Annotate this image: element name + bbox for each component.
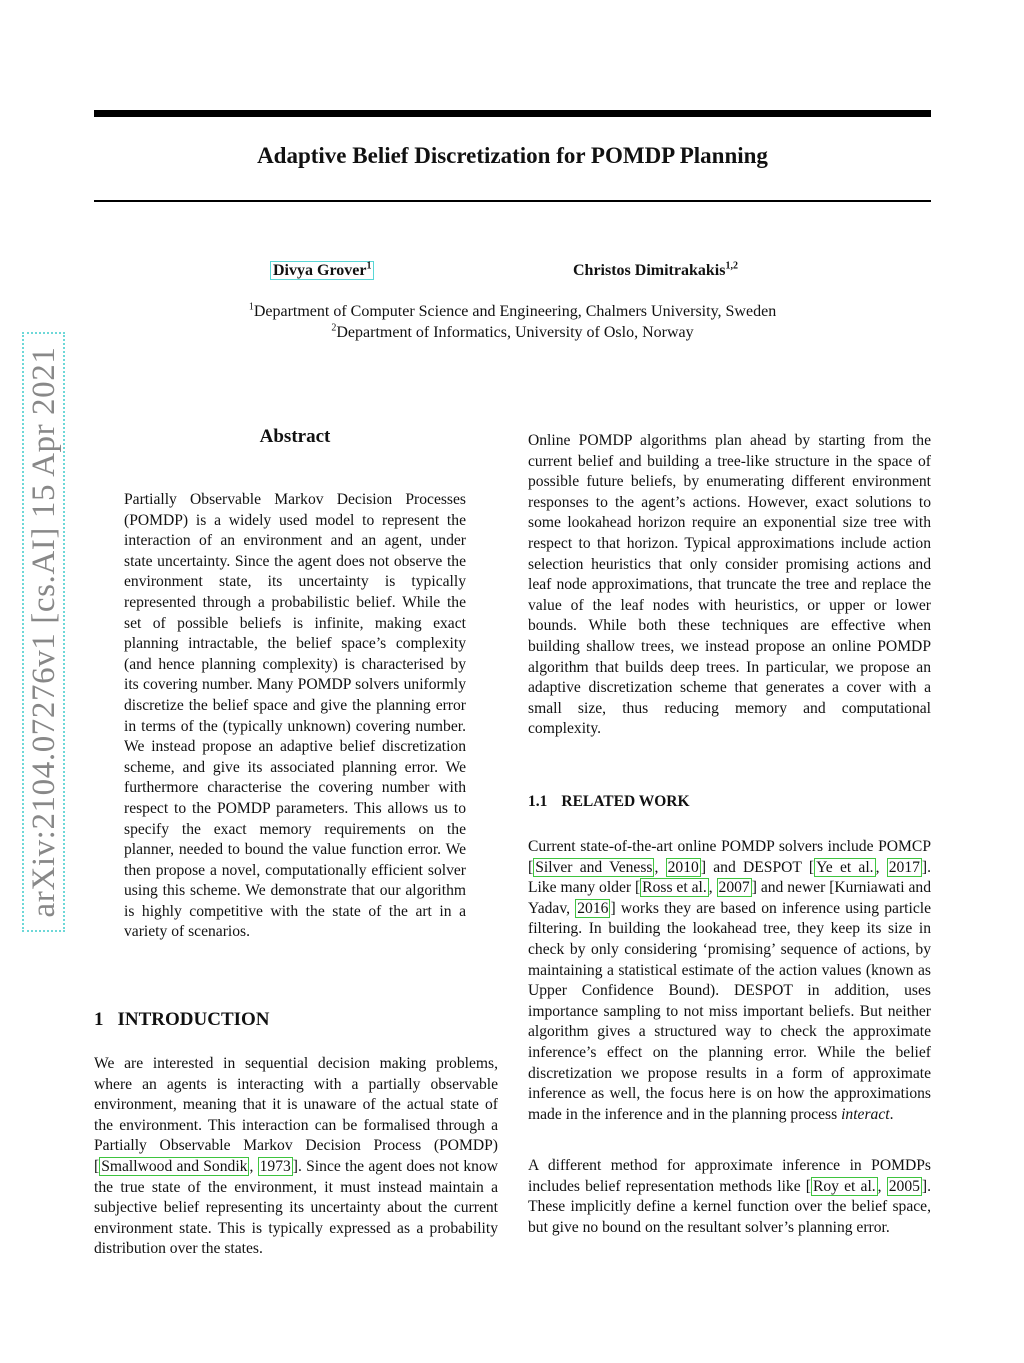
intro-text-2: ]. Since the agent does not know the true state of the environment, it must instead maintain a subjective belief representing its uncertainty about the current environment state. This is typically expressed as a probability distribution over the states. — [94, 1157, 499, 1258]
citation-year-link[interactable]: 2005 — [888, 1177, 920, 1195]
citation-year-link[interactable]: 2010 — [667, 858, 699, 876]
author-affil-mark: 1,2 — [725, 260, 738, 272]
citation-link[interactable]: Roy et al. — [812, 1177, 876, 1195]
affiliation-1 — [94, 303, 931, 321]
author-name: Christos Dimitrakakis — [573, 262, 726, 279]
citation-year-link[interactable]: 2017 — [888, 858, 920, 876]
related-text-1: Current state-of-the-art online POMDP solvers include POMCP [ — [528, 838, 931, 876]
related-text-2: ] and DESPOT [ — [700, 858, 815, 876]
affil-mark: 1 — [248, 301, 254, 313]
introduction-heading — [94, 1009, 270, 1031]
affil-text: Department of Computer Science and Engineering, Chalmers University, Sweden — [253, 303, 777, 320]
related-text-3: ]. Like many older [ — [528, 858, 932, 897]
abstract-heading: Abstract — [259, 426, 331, 447]
related-work-paragraph: Current state-of-the-art online POMDP solvers include POMCP [ Silver and Veness , 2010 ] and DESPOT [ Ye et al. , 2017 ]. Like many older [ Ross et al. , 2007 ] and newer [Kurniawati and Yadav, 2016 ] works they are based on inference using particle filtering. In building the lookahead tree, they keep its size in check by only considering ‘promising’ sequence of actions, by maintaining a statistical estimate of the action values (known as Upper Confidence Bound). DESPOT in addition, uses importance sampling to not miss important beliefs. But neither algorithm gives a structured way to check the approximate inference’s effect on the planning error. While the belief discretization we propose results in a form of approximate inference as well, the focus here is on how the approximations made in the inference and in the planning process interact. — [528, 838, 932, 1123]
related-work-heading — [528, 793, 690, 811]
author-link[interactable] — [270, 261, 374, 280]
emphasis-text: interact — [841, 1105, 890, 1123]
belief-representation-paragraph: A different method for approximate inference in POMDPs includes belief representation methods like [ Roy et al. , 2005 ]. These implicitly define a kernel function over the belief space, but give no bound on the resultant solver’s planning error. — [528, 1157, 932, 1236]
related-text-6: . — [889, 1105, 894, 1123]
author-name: Divya Grover — [273, 262, 367, 279]
subsection-number: 1.1 — [528, 793, 548, 810]
belief-text-1: A different method for approximate inference in POMDPs includes belief representation methods like [ — [528, 1157, 931, 1195]
citation-link[interactable]: Smallwood and Sondik — [101, 1157, 248, 1175]
related-text-5: ] works they are based on inference using particle filtering. In building the lookahead tree, they keep its size in check by only considering ‘promising’ sequence of actions, by maintaining a statistical estimate of the action values (known as Upper Confidence Bound). DESPOT in addition, uses importance sampling to not miss important beliefs. But neither algorithm gives a structured way to check the approximate inference’s effect on the planning error. While the belief discretization we propose results in a form of approximate inference as well, the focus here is on how the approximations made in the inference and in the planning process — [528, 899, 931, 1123]
affil-text: Department of Informatics, University of Oslo, Norway — [336, 324, 694, 341]
citation-link[interactable]: Ye et al. — [816, 858, 874, 876]
affil-mark: 2 — [331, 322, 337, 334]
citation-year-link[interactable]: 2016 — [577, 899, 609, 917]
related-text-4: ] and newer [Kurniawati and Yadav, — [528, 879, 931, 917]
citation-link[interactable]: Ross et al. — [642, 879, 707, 897]
paper-title: Adaptive Belief Discretization for POMDP Planning — [257, 143, 768, 168]
affiliation-2 — [94, 324, 931, 342]
author-christos-dimitrakakis — [573, 262, 738, 280]
subsection-title: RELATED WORK — [561, 793, 690, 810]
section-title: INTRODUCTION — [117, 1009, 270, 1030]
author-affil-mark: 1 — [366, 260, 372, 272]
author-divya-grover — [270, 262, 374, 280]
title-top-rule — [94, 110, 931, 117]
citation-year-link[interactable]: 1973 — [259, 1157, 291, 1175]
abstract-text: Partially Observable Markov Decision Processes (POMDP) is a widely used model to represent the interaction of an environment and an agent, under state uncertainty. Since the agent does not observe the environment state, its uncertainty is typically represented through a probabilistic belief. While the set of possible beliefs is infinite, making exact planning intractable, the belief space’s complexity (and hence planning complexity) is characterised by its covering number. Many POMDP solvers uniformly discretize the belief space and give the planning error in terms of the (typically unknown) covering number. We instead propose an adaptive belief discretization scheme, and give its associated planning error. We furthermore characterise the covering number with respect to the POMDP parameters. This allows us to specify the exact memory requirements on the planner, needed to bound the value function error. We then propose a novel, computationally efficient solver using this scheme. We demonstrate that our algorithm is highly competitive with the state of the art in a variety of scenarios. — [124, 491, 466, 941]
title-bottom-rule — [94, 200, 931, 202]
belief-text-2: ]. These implicitly define a kernel function over the belief space, but give no bound on the resultant solver’s planning error. — [528, 1177, 932, 1236]
citation-year-link[interactable]: 2007 — [718, 879, 750, 897]
introduction-paragraph: We are interested in sequential decision making problems, where an agents is interacting with a partially observable environment, meaning that it is unaware of the actual state of the environment. This interaction can be formalised through a Partially Observable Markov Decision Process (POMDP) [ Smallwood and Sondik , 1973 ]. Since the agent does not know the true state of the environment, it must instead maintain a subjective belief representing its uncertainty about the current environment state. This is typically expressed as a probability distribution over the states. — [94, 1055, 499, 1258]
citation-link[interactable]: Silver and Veness — [535, 858, 653, 876]
intro-text-1: We are interested in sequential decision making problems, where an agents is interacting with a partially observable environment, meaning that it is unaware of the actual state of the environment. This interaction can be formalised through a Partially Observable Markov Decision Process (POMDP) [ — [94, 1055, 498, 1175]
section-number: 1 — [94, 1009, 104, 1030]
online-pomdp-paragraph: Online POMDP algorithms plan ahead by starting from the current belief and building a tree-like structure in the space of possible future beliefs, by enumerating different environment responses to the agent’s actions. However, exact solutions to some lookahead horizon require an exponential size tree with respect to that horizon. Typical approximations include action selection heuristics that only consider promising actions and leaf node approximations, that truncate the tree and replace the value of the leaf nodes with heuristics, or upper or lower bounds. While both these techniques are effective when building shallow trees, we instead propose an online POMDP algorithm that builds deep trees. In particular, we propose an adaptive discretization scheme that generates a cover with a small size, thus reducing memory and computational complexity. — [528, 432, 931, 738]
arxiv-identifier-stamp[interactable]: arXiv:2104.07276v1 [cs.AI] 15 Apr 2021 — [22, 332, 65, 932]
